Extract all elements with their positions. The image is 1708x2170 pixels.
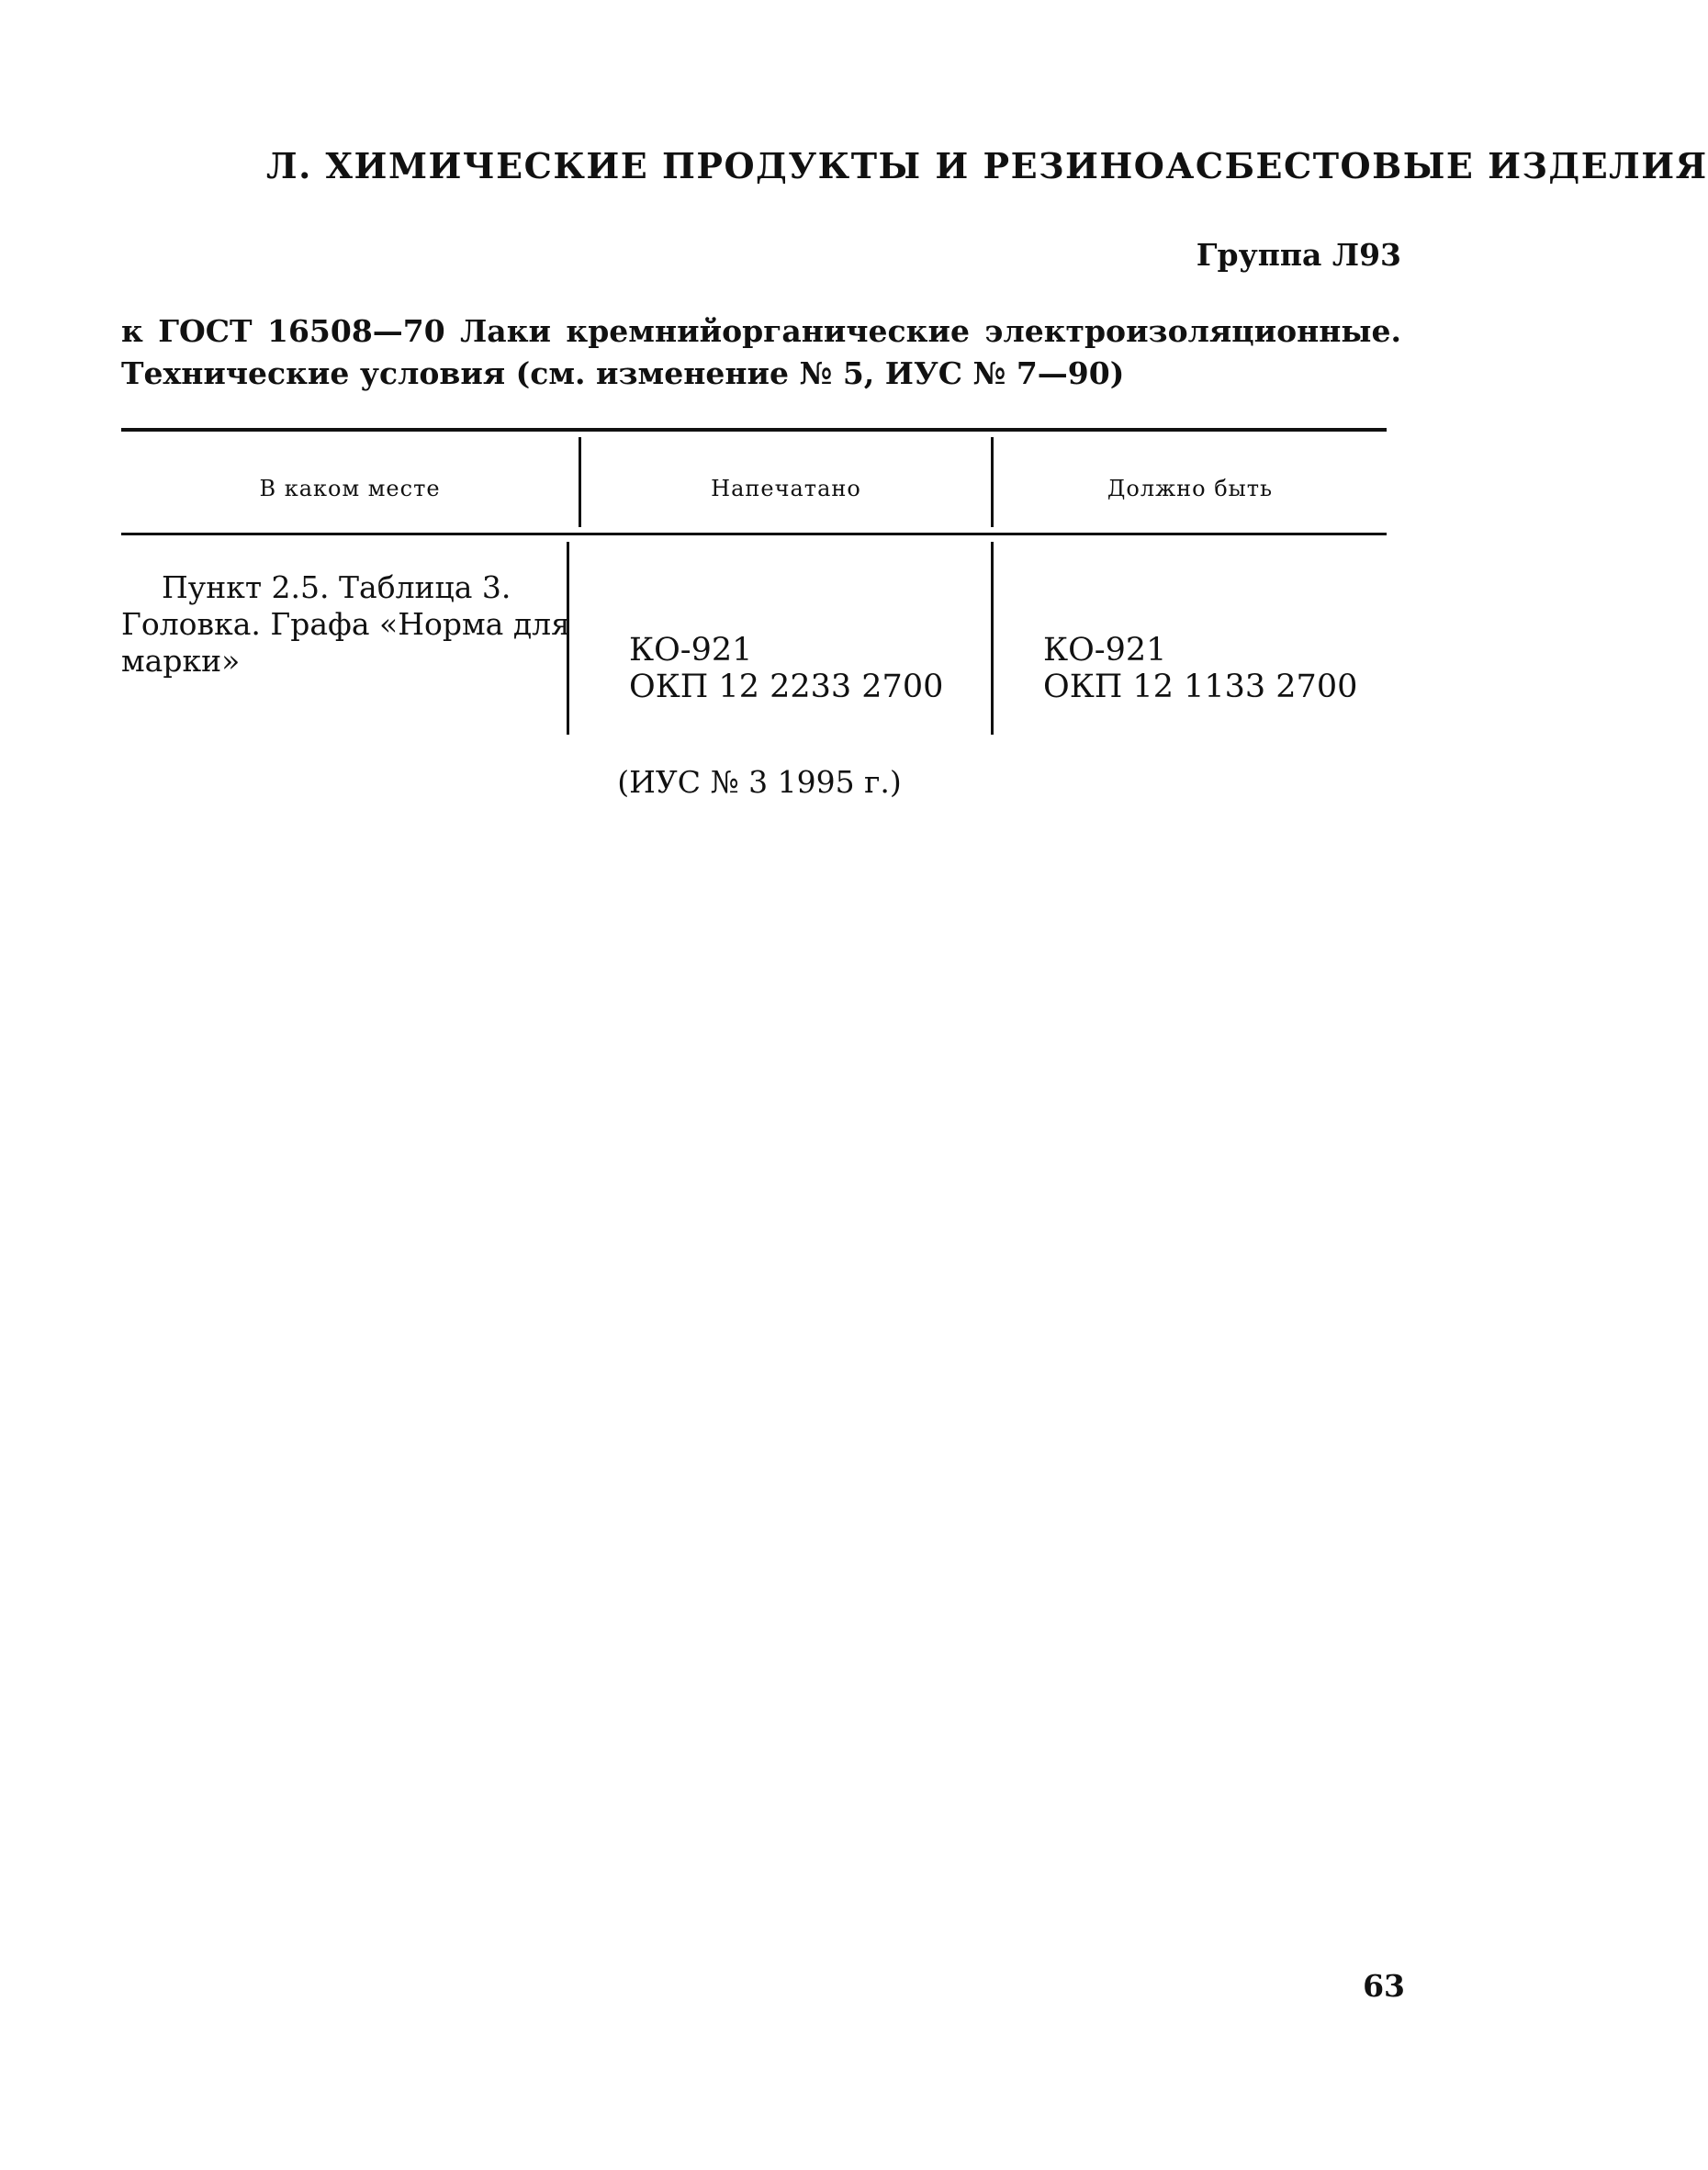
- table-header-rule: [121, 533, 1387, 535]
- page-number: 63: [1363, 1968, 1405, 2004]
- column-header-should-be: Должно быть: [1107, 476, 1274, 501]
- printed-line: ОКП 12 2233 2700: [629, 669, 944, 705]
- printed-line: КО-921: [629, 632, 753, 669]
- correct-line: КО-921: [1043, 632, 1167, 669]
- group-label: Группа Л93: [1196, 237, 1401, 273]
- section-title: Л. ХИМИЧЕСКИЕ ПРОДУКТЫ И РЕЗИНОАСБЕСТОВЫЕ ИЗДЕЛИЯ: [266, 145, 1708, 186]
- table-cell-should-be: [1043, 632, 1357, 705]
- body-column-divider: [991, 542, 994, 735]
- location-line: марки»: [121, 643, 241, 679]
- table-cell-printed: [629, 632, 943, 705]
- location-line: Пункт 2.5. Таблица 3.: [162, 569, 511, 605]
- correct-line: ОКП 12 1133 2700: [1043, 669, 1358, 705]
- table-top-rule: [121, 428, 1387, 432]
- column-header-location: В каком месте: [259, 476, 441, 501]
- source-note: (ИУС № 3 1995 г.): [617, 764, 902, 800]
- column-header-printed: Напечатано: [711, 476, 861, 501]
- table-cell-location: [121, 569, 571, 680]
- standard-title: к ГОСТ 16508—70 Лаки кремнийорганические электроизоляционные. Технические условия (см. изменение № 5, ИУС № 7—90): [121, 313, 1401, 391]
- location-line: Головка. Графа «Норма для: [121, 606, 570, 642]
